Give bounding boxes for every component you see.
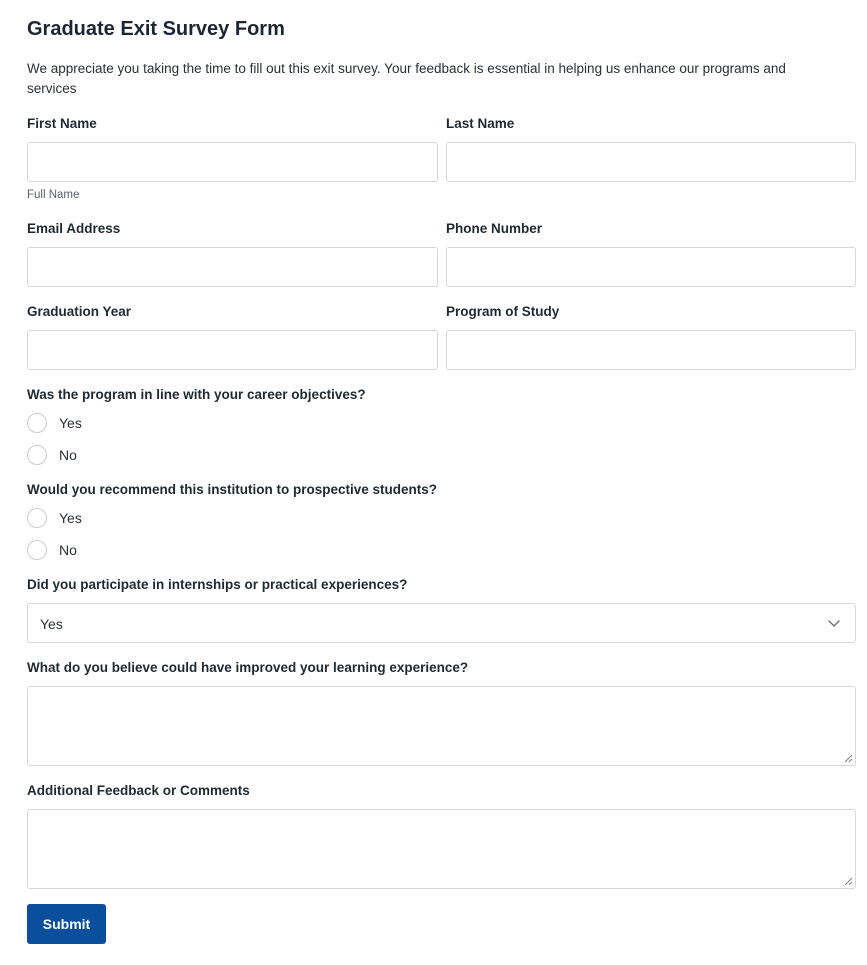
- phone-label: Phone Number: [446, 221, 543, 236]
- last-name-input[interactable]: [446, 142, 856, 182]
- radio-button[interactable]: [27, 540, 47, 560]
- email-label: Email Address: [27, 221, 121, 236]
- career-objectives-option-no[interactable]: [27, 444, 77, 466]
- program-input[interactable]: [446, 330, 856, 370]
- recommend-label: Would you recommend this institution to prospective students?: [27, 482, 438, 497]
- first-name-sublabel: Full Name: [27, 189, 80, 201]
- graduation-year-input[interactable]: [27, 330, 438, 370]
- internships-select[interactable]: [27, 603, 856, 643]
- first-name-label: First Name: [27, 116, 97, 131]
- radio-label: No: [59, 542, 77, 558]
- submit-button[interactable]: Submit: [27, 904, 106, 944]
- improvements-label: What do you believe could have improved your learning experience?: [27, 660, 469, 675]
- form-intro: We appreciate you taking the time to fill out this exit survey. Your feedback is essential in helping us enhance our programs and services: [27, 61, 786, 96]
- radio-button[interactable]: [27, 445, 47, 465]
- form-title: Graduate Exit Survey Form: [27, 18, 285, 40]
- first-name-input[interactable]: [27, 142, 438, 182]
- additional-feedback-label: Additional Feedback or Comments: [27, 783, 250, 798]
- radio-label: Yes: [59, 415, 82, 431]
- radio-label: Yes: [59, 510, 82, 526]
- chevron-down-icon: [827, 616, 841, 630]
- radio-label: No: [59, 447, 77, 463]
- recommend-option-yes[interactable]: [27, 507, 82, 529]
- recommend-option-no[interactable]: [27, 539, 77, 561]
- resize-handle-icon[interactable]: [844, 754, 853, 763]
- last-name-label: Last Name: [446, 116, 515, 131]
- additional-feedback-textarea[interactable]: [27, 809, 856, 889]
- phone-input[interactable]: [446, 247, 856, 287]
- internships-selected-value: Yes: [40, 616, 63, 632]
- resize-handle-icon[interactable]: [844, 877, 853, 886]
- career-objectives-option-yes[interactable]: [27, 412, 82, 434]
- radio-button[interactable]: [27, 413, 47, 433]
- graduation-year-label: Graduation Year: [27, 304, 132, 319]
- program-label: Program of Study: [446, 304, 560, 319]
- email-input[interactable]: [27, 247, 438, 287]
- career-objectives-label: Was the program in line with your career objectives?: [27, 387, 366, 402]
- radio-button[interactable]: [27, 508, 47, 528]
- internships-label: Did you participate in internships or practical experiences?: [27, 577, 408, 592]
- improvements-textarea[interactable]: [27, 686, 856, 766]
